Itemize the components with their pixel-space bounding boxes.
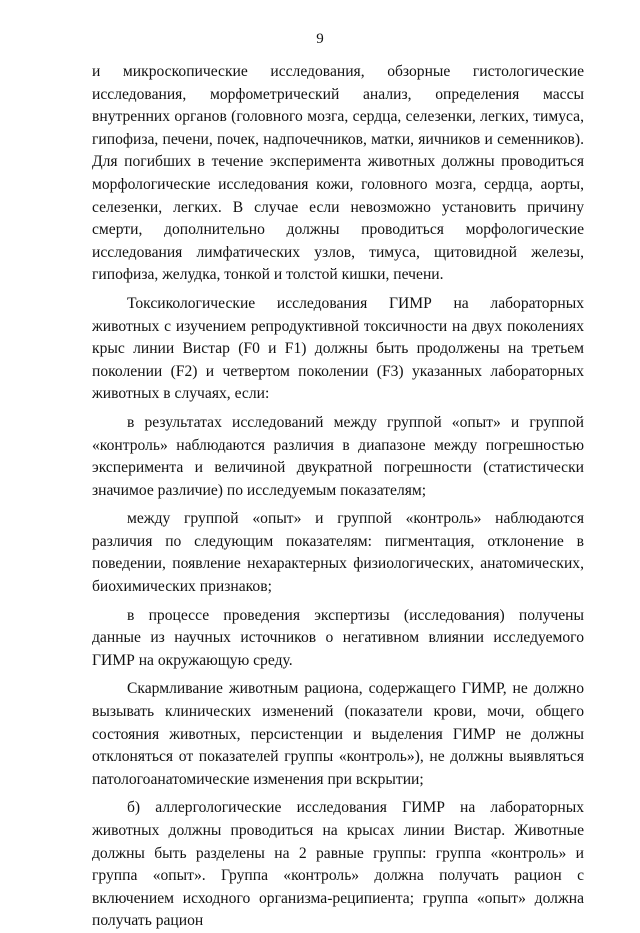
paragraph-feeding-ration: Скармливание животным рациона, содержащего ГИМР, не должно вызывать клинических изменений (показатели крови, мочи, общего состояния животных, персистенции и выделения ГИМР не должны отклоняться от показателей группы «контроль»), не должны выявляться патологоанатомические изменения при вскрытии; <box>92 680 584 788</box>
paragraph-condition-difference-range: в результатах исследований между группой «опыт» и группой «контроль» наблюдаются различия в диапазоне между погрешностью эксперимента и величиной двукратной погрешности (статистически значимое различие) по исследуемым показателям; <box>92 413 584 499</box>
paragraph-condition-indicators: между группой «опыт» и группой «контроль» наблюдаются различия по следующим показателям: пигментация, отклонение в поведении, появление нехарактерных физиологических, анатомических, биохимических признаков; <box>92 510 584 596</box>
paragraph-continuation-studies: и микроскопические исследования, обзорные гистологические исследования, морфометрический анализ, определения массы внутренних органов (головного мозга, сердца, селезенки, легких, тимуса, гипофиза, печени, почек, надпочечников, матки, яичников и семенников). Для погибших в течение эксперимента животных должны проводиться морфологические исследования кожи, головного мозга, сердца, аорты, селезенки, легких. В случае если невозможно установить причину смерти, дополнительно должны проводиться морфологические исследования лимфатических узлов, тимуса, щитовидной железы, гипофиза, желудка, тонкой и толстой кишки, печени. <box>92 63 584 284</box>
paragraph-allergological-studies: б) аллергологические исследования ГИМР на лабораторных животных должны проводиться на крысах линии Вистар. Животные должны быть разделены на 2 равные группы: группа «контроль» и группа «опыт». Группа «контроль» должна получать рацион с включением исходного организма-реципиента; группа «опыт» должна получать рацион <box>92 799 584 930</box>
paragraph-condition-scientific-sources: в процессе проведения экспертизы (исследования) получены данные из научных источников о негативном влиянии исследуемого ГИМР на окружающую среду. <box>92 606 584 669</box>
document-body <box>92 61 584 933</box>
page-number: 9 <box>316 31 324 47</box>
paragraph-reproductive-toxicity: Токсикологические исследования ГИМР на лабораторных животных с изучением репродуктивной токсичности на двух поколениях крыс линии Вистар (F0 и F1) должны быть продолжены на третьем поколении (F2) и четвертом поколении (F3) указанных лабораторных животных в случаях, если: <box>92 294 584 403</box>
